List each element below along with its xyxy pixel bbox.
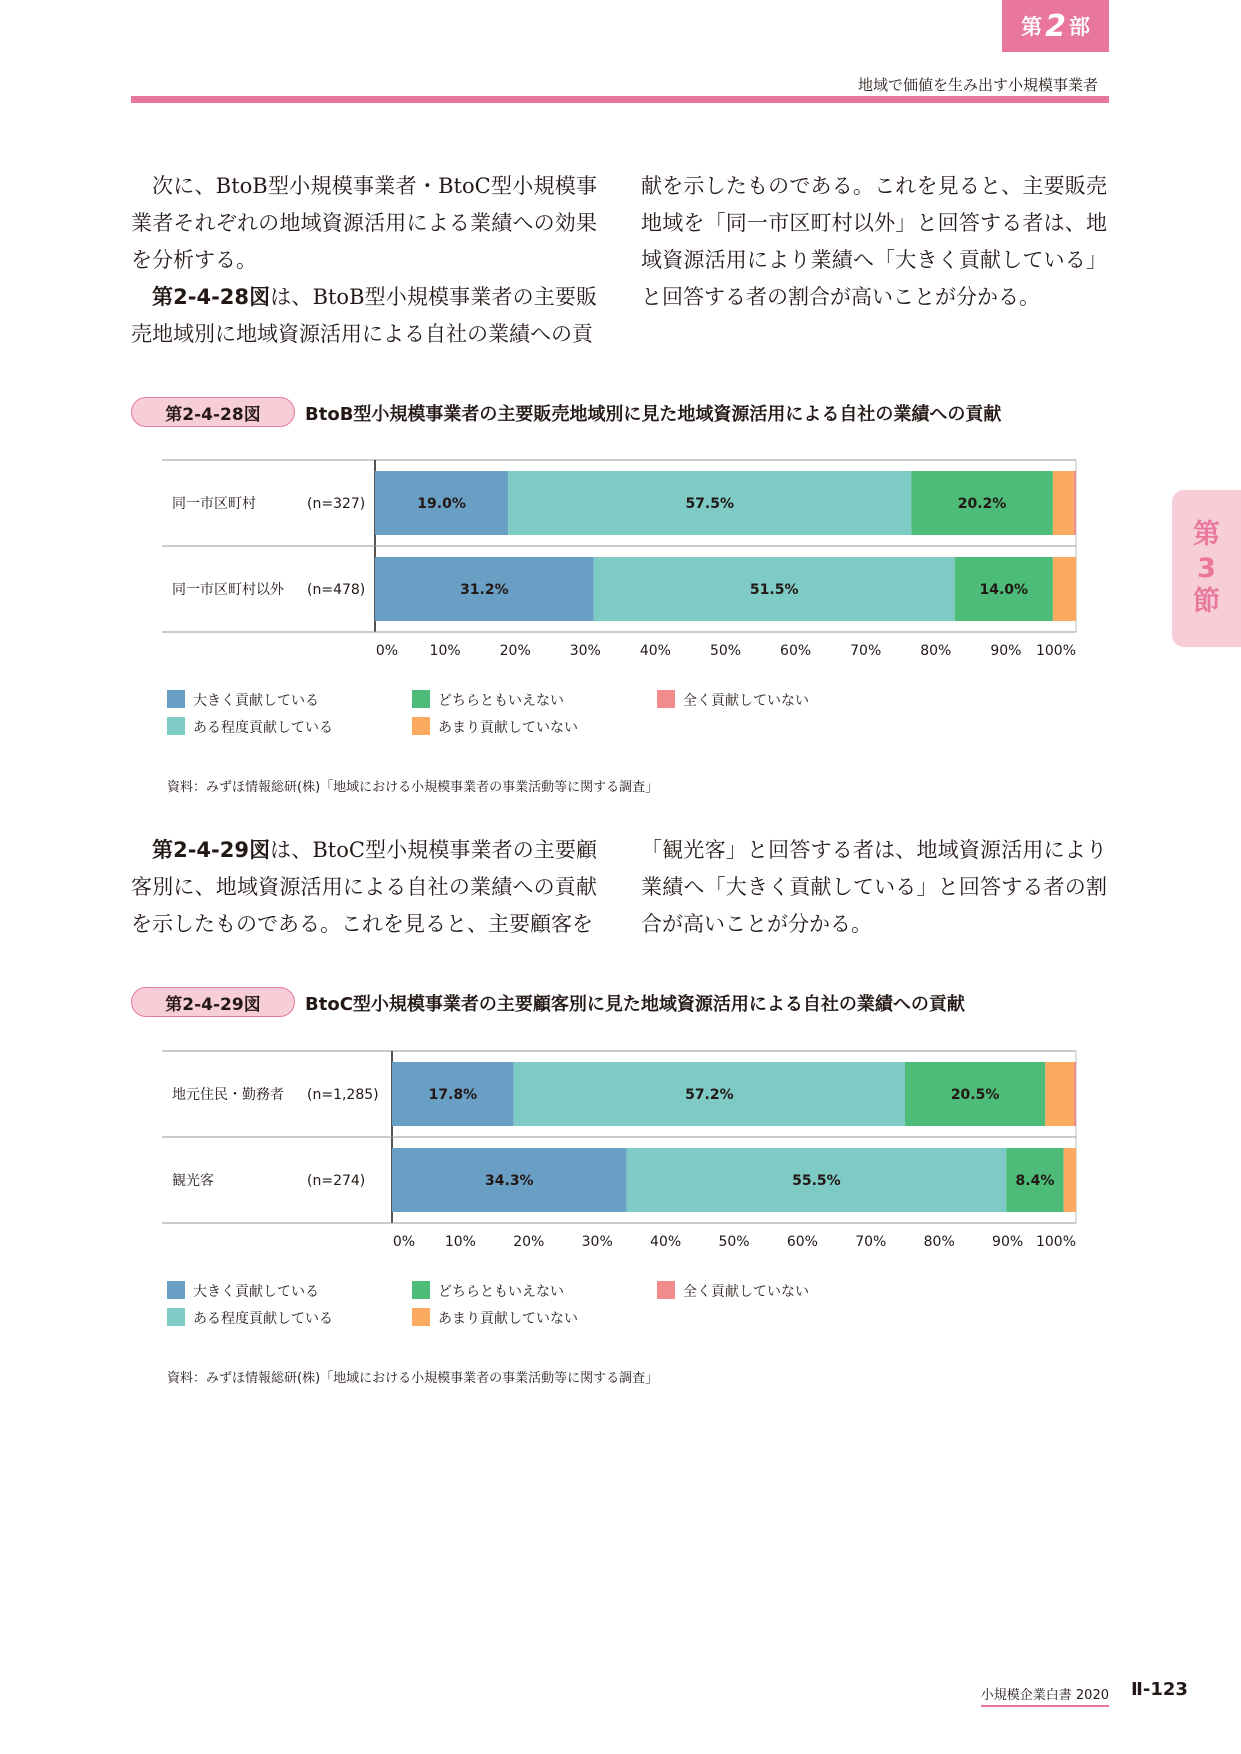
page-number: Ⅱ-123 bbox=[1131, 1679, 1188, 1700]
category-label: 観光客 bbox=[172, 1173, 214, 1189]
n-label: (n=274) bbox=[307, 1173, 366, 1189]
legend-label: 全く貢献していない bbox=[683, 693, 809, 709]
data-label: 14.0% bbox=[979, 582, 1029, 598]
legend-swatch bbox=[657, 690, 675, 708]
n-label: (n=1,285) bbox=[307, 1087, 379, 1103]
legend-label: あまり貢献していない bbox=[438, 1311, 578, 1327]
legend-swatch bbox=[412, 1281, 430, 1299]
x-tick-label: 70% bbox=[855, 1234, 887, 1250]
n-label: (n=478) bbox=[307, 582, 366, 598]
x-tick-label: 90% bbox=[990, 643, 1022, 659]
section-tab-char: 節 bbox=[1193, 586, 1220, 618]
x-tick-label: 60% bbox=[786, 1234, 818, 1250]
x-tick-label: 100% bbox=[1035, 1234, 1076, 1250]
x-tick-label: 90% bbox=[992, 1234, 1024, 1250]
legend-label: ある程度貢献している bbox=[193, 720, 333, 736]
data-label: 57.5% bbox=[685, 496, 735, 512]
legend-swatch bbox=[412, 717, 430, 735]
footer-book-title: 小規模企業白書 2020 bbox=[981, 1684, 1109, 1707]
legend-swatch bbox=[167, 1281, 185, 1299]
legend-label: どちらともいえない bbox=[438, 1284, 564, 1300]
legend-swatch bbox=[167, 717, 185, 735]
legend-label: どちらともいえない bbox=[438, 693, 564, 709]
bar-segment bbox=[1074, 471, 1076, 535]
data-label: 51.5% bbox=[749, 582, 799, 598]
paragraph bbox=[131, 832, 597, 943]
data-label: 55.5% bbox=[792, 1173, 841, 1189]
figure-label: 第2-4-28図 bbox=[131, 397, 295, 427]
x-tick-label: 20% bbox=[513, 1234, 545, 1250]
chart-fig-2-4-29 bbox=[162, 1051, 1076, 1327]
figure-title: BtoC型小規模事業者の主要顧客別に見た地域資源活用による自社の業績への貢献 bbox=[305, 994, 965, 1015]
legend-label: 大きく貢献している bbox=[193, 693, 319, 709]
legend-label: 全く貢献していない bbox=[683, 1284, 809, 1300]
x-tick-label: 80% bbox=[923, 1234, 955, 1250]
paragraph: 「観光客」と回答する者は、地域資源活用により業績へ「大きく貢献している」と回答する者の割合が高いことが分かる。 bbox=[641, 838, 1107, 936]
legend-swatch bbox=[167, 1308, 185, 1326]
text2-left-column bbox=[131, 832, 597, 943]
x-tick-label: 10% bbox=[444, 1234, 476, 1250]
x-tick-label: 0% bbox=[375, 643, 399, 659]
part-prefix: 第 bbox=[1021, 15, 1043, 39]
category-label: 地元住民・勤務者 bbox=[172, 1087, 284, 1103]
x-tick-label: 0% bbox=[392, 1234, 416, 1250]
figure-title: BtoB型小規模事業者の主要販売地域別に見た地域資源活用による自社の業績への貢献 bbox=[305, 404, 1002, 425]
data-label: 17.8% bbox=[428, 1087, 478, 1103]
figure-source: 資料：みずほ情報総研(株)「地域における小規模事業者の事業活動等に関する調査」 bbox=[167, 1371, 659, 1386]
data-label: 20.5% bbox=[950, 1087, 1000, 1103]
part-number: 2 bbox=[1045, 8, 1066, 44]
x-tick-label: 10% bbox=[429, 643, 461, 659]
data-label: 31.2% bbox=[460, 582, 509, 598]
text2-right-column bbox=[641, 832, 1107, 943]
bar-segment bbox=[1053, 557, 1076, 621]
paragraph-text: は、BtoC型小規模事業者の主要顧客別に、地域資源活用による自社の業績への貢献を示したものである。これを見ると、主要顧客を bbox=[131, 838, 597, 936]
x-tick-label: 40% bbox=[639, 643, 671, 659]
legend-swatch bbox=[657, 1281, 675, 1299]
legend-swatch bbox=[412, 1308, 430, 1326]
category-label: 同一市区町村 bbox=[172, 496, 256, 512]
part-suffix: 部 bbox=[1068, 15, 1090, 39]
data-label: 19.0% bbox=[417, 496, 466, 512]
bar-segment bbox=[1074, 1062, 1076, 1126]
x-tick-label: 30% bbox=[569, 643, 601, 659]
x-tick-label: 20% bbox=[499, 643, 531, 659]
data-label: 20.2% bbox=[957, 496, 1007, 512]
legend-label: あまり貢献していない bbox=[438, 720, 578, 736]
section-tab-char: 3 bbox=[1197, 552, 1216, 584]
figure-ref: 第2-4-28図 bbox=[152, 285, 271, 309]
x-tick-label: 60% bbox=[780, 643, 812, 659]
section-tab-char: 第 bbox=[1193, 518, 1220, 550]
x-tick-label: 70% bbox=[850, 643, 882, 659]
paragraph-text: は、BtoB型小規模事業者の主要販売地域別に地域資源活用による自社の業績への貢 bbox=[131, 285, 597, 346]
legend-label: ある程度貢献している bbox=[193, 1311, 333, 1327]
bar-segment bbox=[1064, 1148, 1076, 1212]
legend-swatch bbox=[167, 690, 185, 708]
bar-segment bbox=[1053, 471, 1074, 535]
figure-source: 資料：みずほ情報総研(株)「地域における小規模事業者の事業活動等に関する調査」 bbox=[167, 780, 659, 795]
chart-fig-2-4-28 bbox=[162, 460, 1076, 736]
x-tick-label: 50% bbox=[718, 1234, 750, 1250]
category-label: 同一市区町村以外 bbox=[172, 582, 284, 598]
x-tick-label: 80% bbox=[920, 643, 952, 659]
paragraph: 献を示したものである。これを見ると、主要販売地域を「同一市区町村以外」と回答する者は、地域資源活用により業績へ「大きく貢献している」と回答する者の割合が高いことが分かる。 bbox=[641, 174, 1107, 309]
figure-ref: 第2-4-29図 bbox=[152, 838, 271, 862]
data-label: 34.3% bbox=[485, 1173, 534, 1189]
legend-swatch bbox=[412, 690, 430, 708]
figure-label: 第2-4-29図 bbox=[131, 987, 295, 1017]
data-label: 57.2% bbox=[685, 1087, 734, 1103]
x-tick-label: 100% bbox=[1035, 643, 1076, 659]
paragraph: 次に、BtoB型小規模事業者・BtoC型小規模事業者それぞれの地域資源活用による業績への効果を分析する。 bbox=[131, 174, 597, 272]
x-tick-label: 40% bbox=[650, 1234, 682, 1250]
header-subtitle: 地域で価値を生み出す小規模事業者 bbox=[857, 76, 1098, 94]
legend-label: 大きく貢献している bbox=[193, 1284, 319, 1300]
bar-segment bbox=[1045, 1062, 1074, 1126]
x-tick-label: 50% bbox=[709, 643, 742, 659]
x-tick-label: 30% bbox=[581, 1234, 613, 1250]
data-label: 8.4% bbox=[1015, 1173, 1055, 1189]
n-label: (n=327) bbox=[307, 496, 366, 512]
